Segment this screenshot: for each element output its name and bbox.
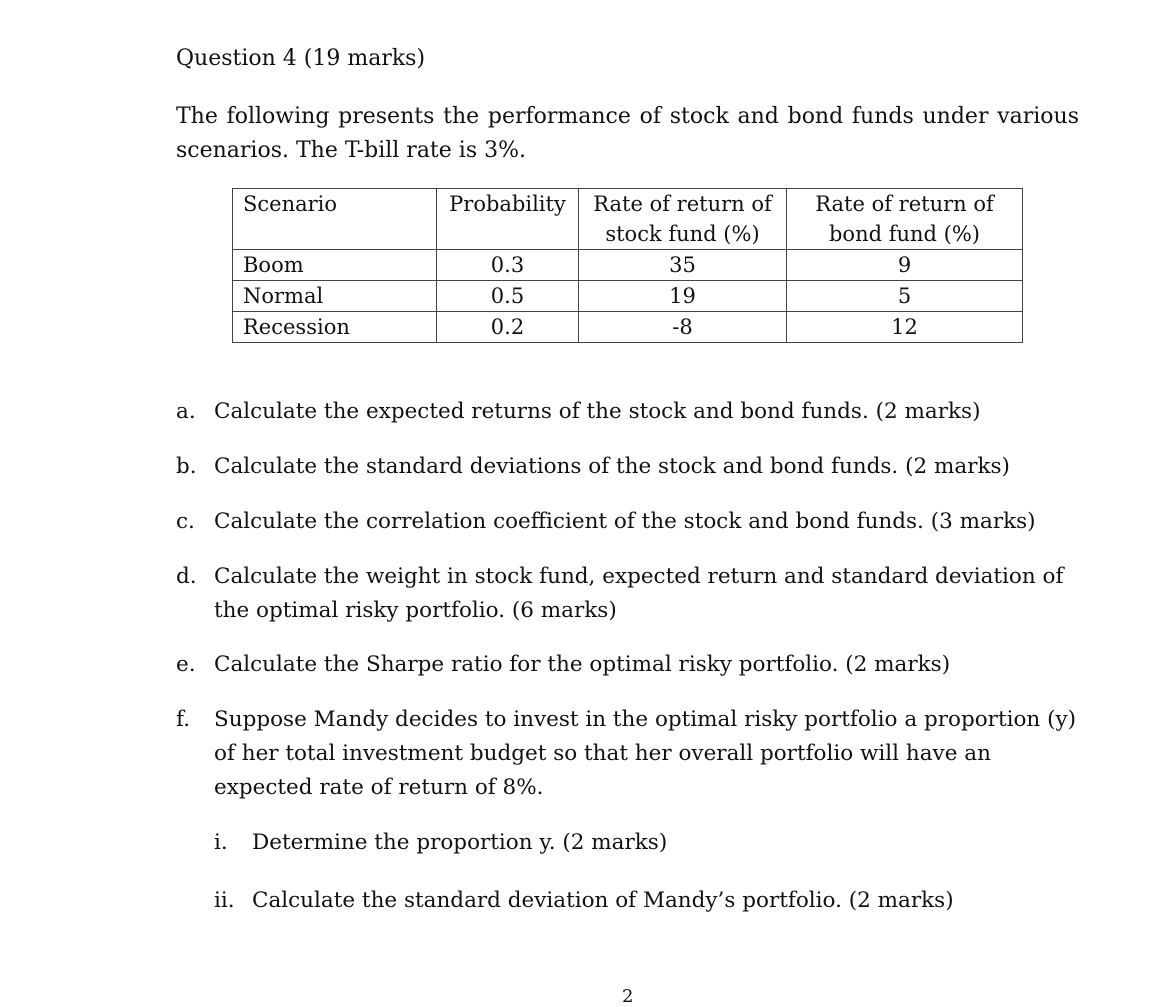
cell-scenario: Recession bbox=[233, 312, 437, 343]
page-number: 2 bbox=[622, 986, 634, 1007]
part-label: c. bbox=[176, 509, 195, 534]
subpart-text: Calculate the standard deviation of Mandy’s portfolio. (2 marks) bbox=[252, 888, 954, 913]
part-label: e. bbox=[176, 652, 196, 677]
subpart-label: ii. bbox=[214, 888, 235, 913]
cell-bond-return: 5 bbox=[787, 281, 1023, 312]
cell-probability: 0.5 bbox=[437, 281, 579, 312]
header-scenario: Scenario bbox=[233, 189, 437, 250]
part-text: Calculate the correlation coefficient of the stock and bond funds. (3 marks) bbox=[214, 509, 1036, 534]
part-label: d. bbox=[176, 564, 197, 589]
table-row bbox=[233, 281, 1023, 312]
header-stock-return: Rate of return of stock fund (%) bbox=[579, 189, 787, 250]
cell-stock-return: 35 bbox=[579, 250, 787, 281]
table-row bbox=[233, 250, 1023, 281]
part-text: Calculate the expected returns of the stock and bond funds. (2 marks) bbox=[214, 399, 981, 424]
part-label: b. bbox=[176, 454, 197, 479]
cell-bond-return: 9 bbox=[787, 250, 1023, 281]
table-header-row bbox=[233, 189, 1023, 250]
header-probability: Probability bbox=[437, 189, 579, 250]
cell-stock-return: -8 bbox=[579, 312, 787, 343]
cell-scenario: Boom bbox=[233, 250, 437, 281]
intro-paragraph: The following presents the performance of stock and bond funds under various scenarios. The T-bill rate is 3%. bbox=[176, 104, 1079, 163]
cell-scenario: Normal bbox=[233, 281, 437, 312]
question-title: Question 4 (19 marks) bbox=[176, 46, 426, 71]
part-text: Calculate the standard deviations of the stock and bond funds. (2 marks) bbox=[214, 454, 1010, 479]
part-label: f. bbox=[176, 707, 191, 732]
scenario-table bbox=[232, 188, 1023, 343]
subpart-label: i. bbox=[214, 830, 228, 855]
cell-bond-return: 12 bbox=[787, 312, 1023, 343]
part-text: Calculate the weight in stock fund, expected return and standard deviation of the optimal risky portfolio. (6 marks) bbox=[214, 564, 1064, 623]
cell-probability: 0.3 bbox=[437, 250, 579, 281]
header-bond-return: Rate of return of bond fund (%) bbox=[787, 189, 1023, 250]
cell-probability: 0.2 bbox=[437, 312, 579, 343]
part-text: Suppose Mandy decides to invest in the optimal risky portfolio a proportion (y) of her total investment budget so that her overall portfolio will have an expected rate of return of 8%. bbox=[214, 707, 1077, 800]
part-label: a. bbox=[176, 399, 196, 424]
part-text: Calculate the Sharpe ratio for the optimal risky portfolio. (2 marks) bbox=[214, 652, 951, 677]
subpart-text: Determine the proportion y. (2 marks) bbox=[252, 830, 668, 855]
cell-stock-return: 19 bbox=[579, 281, 787, 312]
table-row bbox=[233, 312, 1023, 343]
